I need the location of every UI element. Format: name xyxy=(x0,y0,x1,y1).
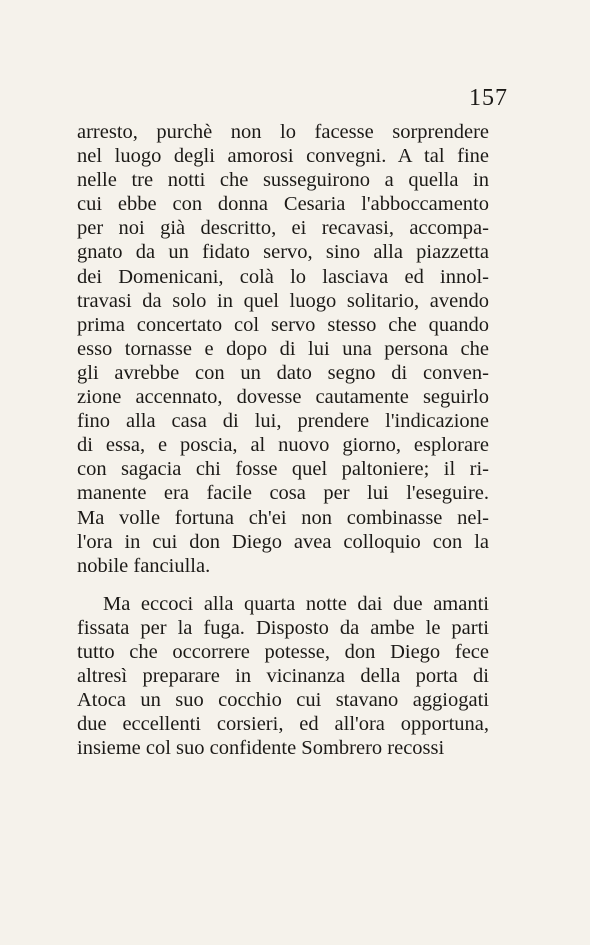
text-line: altresì preparare in vicinanza della porta di xyxy=(77,665,489,688)
text-line: con sagacia chi fosse quel paltoniere; il ri- xyxy=(77,458,489,481)
text-line: nelle tre notti che susseguirono a quella in xyxy=(77,169,489,192)
text-line: l'ora in cui don Diego avea colloquio con la xyxy=(77,530,489,553)
text-line: arresto, purchè non lo facesse sorprendere xyxy=(77,121,489,143)
text-line: esso tornasse e dopo di lui una persona che xyxy=(77,337,489,360)
paragraph xyxy=(77,120,489,578)
text-line: prima concertato col servo stesso che quando xyxy=(77,313,489,336)
text-line: nobile fanciulla. xyxy=(77,554,211,577)
text-line: cui ebbe con donna Cesaria l'abboccamento xyxy=(77,193,489,216)
text-line: gli avrebbe con un dato segno di conven- xyxy=(77,361,489,384)
text-line: tutto che occorrere potesse, don Diego fece xyxy=(77,640,489,663)
page-number: 157 xyxy=(469,85,508,111)
text-line: dei Domenicani, colà lo lasciava ed innol- xyxy=(77,265,489,288)
text-line: fissata per la fuga. Disposto da ambe le parti xyxy=(77,616,489,639)
text-line: manente era facile cosa per lui l'eseguire. xyxy=(77,482,489,505)
text-line: gnato da un fidato servo, sino alla piazzetta xyxy=(77,241,489,264)
text-line: nel luogo degli amorosi convegni. A tal fine xyxy=(77,145,489,168)
text-line: Atoca un suo cocchio cui stavano aggiogati xyxy=(77,689,489,712)
text-line: per noi già descritto, ei recavasi, accompa- xyxy=(77,217,489,240)
text-line: di essa, e poscia, al nuovo giorno, esplorare xyxy=(77,434,489,457)
text-line: zione accennato, dovesse cautamente seguirlo xyxy=(77,386,489,409)
text-line: insieme col suo confidente Sombrero recossi xyxy=(77,737,445,760)
text-line: fino alla casa di lui, prendere l'indicazione xyxy=(77,410,489,433)
body-text xyxy=(77,120,489,760)
paragraph-gap xyxy=(77,578,489,592)
paragraph xyxy=(77,592,489,761)
text-line: due eccellenti corsieri, ed all'ora opportuna, xyxy=(77,713,489,736)
text-line: travasi da solo in quel luogo solitario, avendo xyxy=(77,289,489,312)
text-line: Ma eccoci alla quarta notte dai due amanti xyxy=(103,592,489,615)
text-line: Ma volle fortuna ch'ei non combinasse nel- xyxy=(77,506,489,529)
